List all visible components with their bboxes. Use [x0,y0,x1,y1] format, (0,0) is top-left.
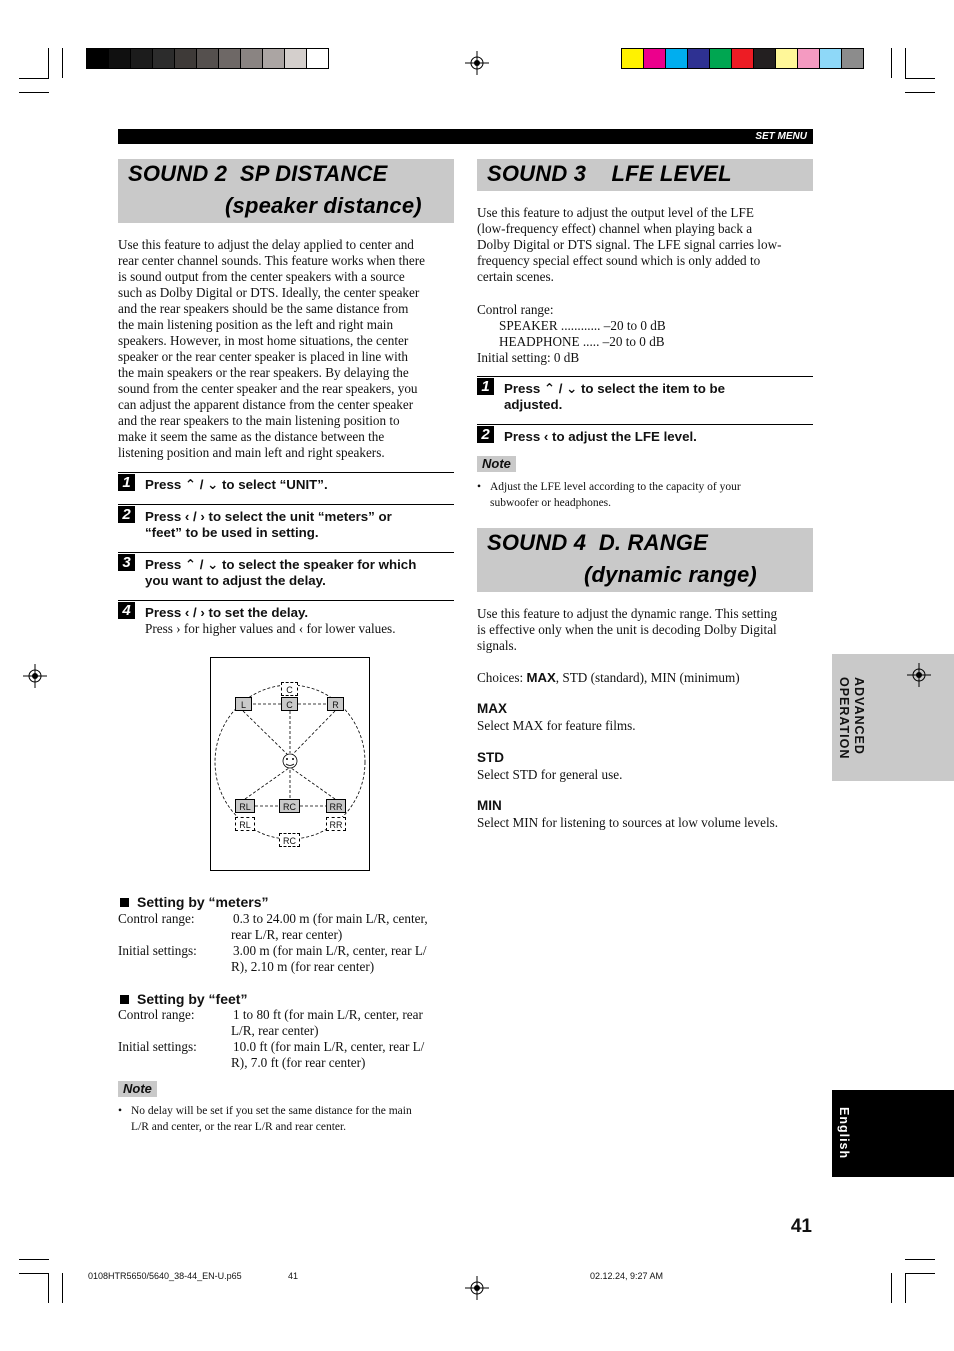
drange-item-head: MAX [477,701,507,716]
intro-line: Use this feature to adjust the dynamic range. This setting [477,606,778,621]
step-text [145,605,396,637]
step-line: “feet” to be used in setting. [145,525,319,540]
speaker-diagram [210,657,370,871]
setting-value: R), 2.10 m (for rear center) [231,959,375,974]
registration-mark-icon [465,1276,489,1300]
intro-line: sound from the center speaker and the rear speakers, you [118,381,418,396]
speaker-l: L [235,697,252,711]
setting-value: 3.00 m (for main L/R, center, rear L/ [233,943,427,958]
step-number: 2 [477,426,494,443]
left-note-bullet: • [118,1105,123,1117]
sound2-title-line1: SOUND 2 SP DISTANCE [128,161,388,186]
intro-line: speaker or the rear center speaker is placed in line with [118,349,408,364]
intro-line: signals. [477,638,517,653]
sound4-title-line1: SOUND 4 D. RANGE [487,530,708,555]
sound2-intro [118,237,458,461]
step-line: Press ⌃ / ⌄ to select the speaker for which [145,557,417,572]
speaker-r: R [327,697,344,711]
intro-line: such as Dolby Digital or DTS. Ideally, the center speaker [118,285,420,300]
step-line: adjusted. [504,397,563,412]
right-note-label: Note [477,456,516,472]
intro-line: can adjust the apparent distance from the center speaker [118,397,414,412]
step-line: Press ‹ to adjust the LFE level. [504,429,697,444]
intro-line: the main listening position as the left and right main [118,317,394,332]
gray-swatch [306,48,329,69]
intro-line: and the rear speakers should be the same distance from [118,301,409,316]
color-swatch [775,48,798,69]
step-number: 1 [477,378,494,395]
setting-label: Initial settings: [118,1039,197,1054]
footer-date: 02.12.24, 9:27 AM [590,1271,664,1281]
footer-page: 41 [288,1271,299,1281]
step-item [477,424,813,455]
advanced-tab-line2: OPERATION [837,677,851,760]
lfe-initial: Initial setting: 0 dB [477,350,580,365]
speaker-rr: RR [326,799,346,813]
step-text [145,557,416,589]
range-line: SPEAKER ............ –20 to 0 dB [499,318,666,333]
registration-mark-icon [23,664,47,688]
note-line: Adjust the LFE level according to the capacity of your [490,481,741,493]
step-text [145,477,328,493]
feet-heading: Setting by “feet” [137,991,248,1007]
setting-value: 1 to 80 ft (for main L/R, center, rear [233,1007,423,1022]
intro-line: rear center channel sounds. This feature works when there [118,253,425,268]
lfe-ranges [499,318,666,350]
step-subtext: Press › for higher values and ‹ for lower values. [145,621,396,636]
square-bullet-icon [120,995,129,1004]
intro-line: Use this feature to adjust the delay applied to center and [118,237,414,252]
intro-line: listening position and main left and right speakers. [118,445,385,460]
drange-item-text: Select MIN for listening to sources at low volume levels. [477,815,779,830]
step-line: you want to adjust the delay. [145,573,326,588]
color-swatch [797,48,820,69]
step-number: 4 [118,602,135,619]
step-item [118,552,454,588]
drange-item-text: Select STD for general use. [477,766,623,782]
setting-label: Control range: [118,911,195,926]
intro-line: frequency special effect sound which is only added to [477,253,761,268]
step-line: Press ⌃ / ⌄ to select “UNIT”. [145,477,328,492]
intro-line: is sound output from the center speakers with a source [118,269,405,284]
gray-swatch [130,48,153,69]
intro-line: (low-frequency effect) channel when playing back a [477,221,753,236]
step-item [477,376,813,412]
step-number: 3 [118,554,135,571]
sound4-title-line2: (dynamic range) [584,562,757,587]
setting-value: rear L/R, rear center) [231,927,343,942]
gray-swatch [218,48,241,69]
note-line: No delay will be set if you set the same distance for the main [131,1105,412,1117]
gray-swatch [152,48,175,69]
speaker-rr-virtual: RR [326,817,346,831]
choices-rest: , STD (standard), MIN (minimum) [555,670,740,685]
color-swatch [841,48,864,69]
left-note-label: Note [118,1081,157,1097]
speaker-rc: RC [279,799,300,813]
left-note-text [131,1103,461,1135]
advanced-tab-line1: ADVANCED [852,677,866,755]
section-label: SET MENU [755,131,807,142]
sound4-intro [477,606,817,654]
step-line: Press ‹ / › to set the delay. [145,605,309,620]
english-tab-label: English [837,1107,851,1160]
sound2-title-line2: (speaker distance) [225,193,422,218]
page-number: 41 [790,1216,812,1237]
footer-file: 0108HTR5650/5640_38-44_EN-U.p65 [88,1271,242,1281]
color-swatch [687,48,710,69]
speaker-rc-virtual: RC [279,833,300,847]
setting-value: 0.3 to 24.00 m (for main L/R, center, [233,911,428,926]
intro-line: speakers. However, in most home situations, the center [118,333,409,348]
intro-line: the main speakers or the rear speakers. By delaying the [118,365,409,380]
step-text [145,509,392,541]
setting-label: Control range: [118,1007,195,1022]
drange-choices [477,670,740,686]
step-number: 1 [118,474,135,491]
registration-mark-icon [907,663,931,687]
step-line: Press ⌃ / ⌄ to select the item to be [504,381,726,396]
color-swatch [643,48,666,69]
step-text [504,429,697,445]
gray-swatch [284,48,307,69]
sound3-intro [477,205,817,285]
intro-line: make it seem the same as the distance between the [118,429,385,444]
intro-line: Dolby Digital or DTS signal. The LFE signal carries low- [477,237,782,252]
right-note-text [490,479,810,511]
setting-value: R), 7.0 ft (for rear center) [231,1055,366,1070]
color-swatch [709,48,732,69]
color-swatch [753,48,776,69]
intro-line: certain scenes. [477,269,554,284]
gray-swatch [196,48,219,69]
note-line: L/R and center, or the rear L/R and rear center. [131,1121,347,1133]
drange-item-head: STD [477,749,504,765]
setting-label: Initial settings: [118,943,197,958]
gray-swatch [108,48,131,69]
setting-value: L/R, rear center) [231,1023,319,1038]
step-line: Press ‹ / › to select the unit “meters” or [145,509,392,524]
right-note-bullet: • [477,481,482,493]
speaker-c: C [281,697,298,711]
choices-prefix: Choices: [477,670,527,685]
gray-swatch [174,48,197,69]
color-swatch [621,48,644,69]
meters-heading: Setting by “meters” [137,894,269,910]
drange-item-head: MIN [477,798,502,813]
color-swatch [665,48,688,69]
registration-mark-icon [465,51,489,75]
speaker-c-top: C [281,682,298,696]
step-item [118,472,454,503]
step-item [118,504,454,540]
step-item [118,600,454,636]
range-line: HEADPHONE ..... –20 to 0 dB [499,334,665,349]
intro-line: is effective only when the unit is decoding Dolby Digital [477,622,777,637]
gray-swatch [86,48,109,69]
step-number: 2 [118,506,135,523]
color-swatch [819,48,842,69]
speaker-rl-virtual: RL [235,817,255,831]
setting-value: 10.0 ft (for main L/R, center, rear L/ [233,1039,425,1054]
color-swatch [731,48,754,69]
gray-swatch [262,48,285,69]
lfe-control-range-label: Control range: [477,302,554,317]
intro-line: Use this feature to adjust the output level of the LFE [477,205,754,220]
note-line: subwoofer or headphones. [490,497,612,509]
intro-line: and the rear speakers to the main listening position to [118,413,400,428]
drange-item-text: Select MAX for feature films. [477,718,636,733]
choices-bold: MAX [526,670,556,685]
square-bullet-icon [120,898,129,907]
speaker-rl: RL [235,799,255,813]
step-text [504,381,725,413]
sound3-title: SOUND 3 LFE LEVEL [487,161,732,186]
gray-swatch [240,48,263,69]
